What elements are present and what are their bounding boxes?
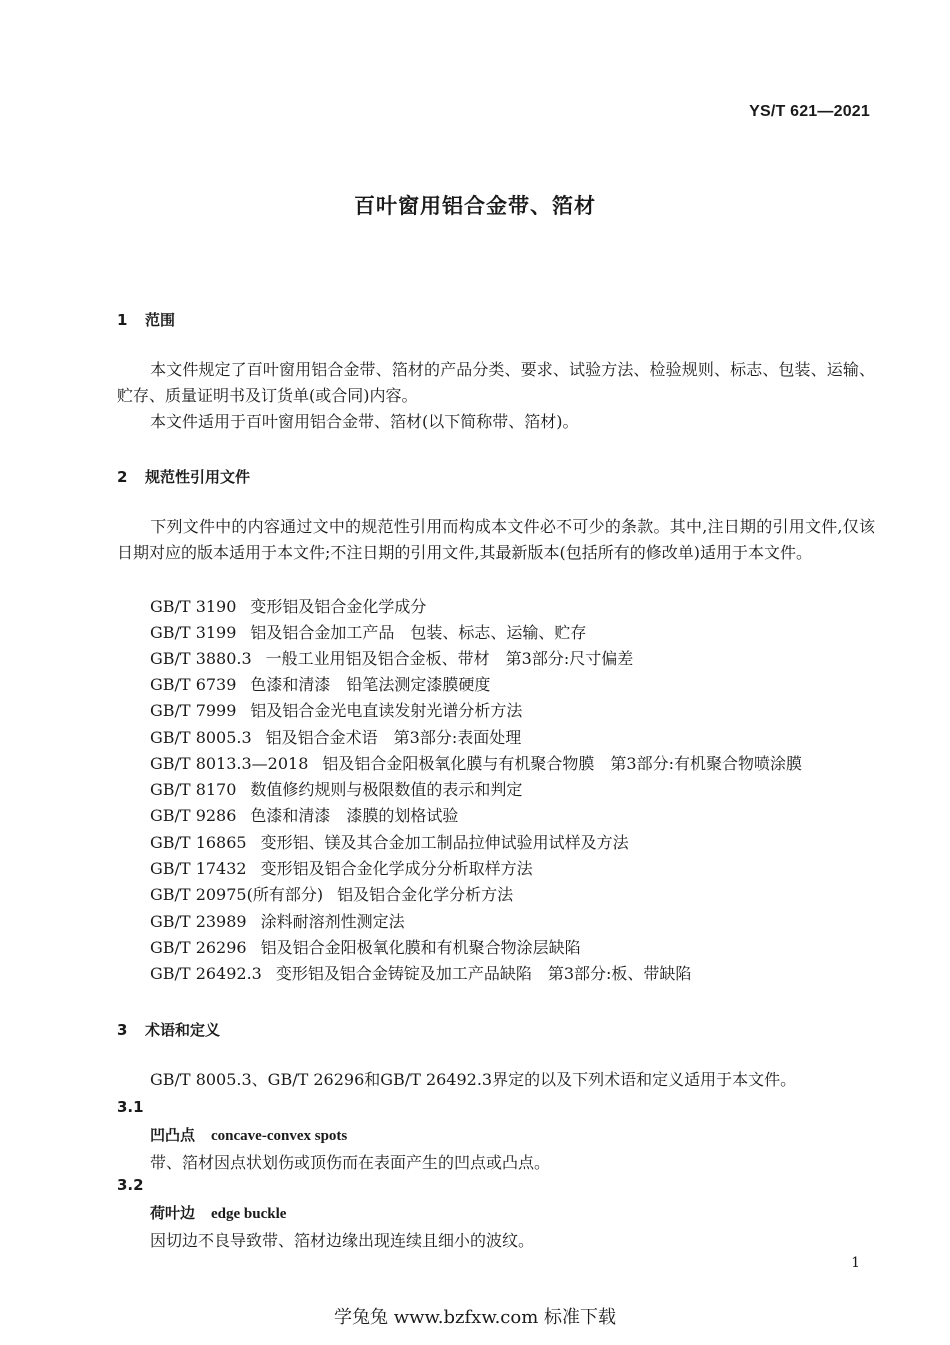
reference-item: GB/T 20975(所有部分) 铝及铝合金化学分析方法 xyxy=(150,885,514,904)
footer-watermark: 学兔兔 www.bzfxw.com 标准下载 xyxy=(333,1307,617,1328)
section-2-heading xyxy=(117,466,250,487)
reference-item: GB/T 7999 铝及铝合金光电直读发射光谱分析方法 xyxy=(150,701,523,720)
page-number: 1 xyxy=(851,1255,860,1271)
term-name: 荷叶边 edge buckle xyxy=(150,1204,287,1222)
section-1-paragraph-2: 本文件适用于百叶窗用铝合金带、箔材(以下简称带、箔材)。 xyxy=(150,412,579,431)
reference-item: GB/T 8005.3 铝及铝合金术语 第3部分:表面处理 xyxy=(150,728,522,747)
reference-item: GB/T 3199 铝及铝合金加工产品 包装、标志、运输、贮存 xyxy=(150,623,587,642)
section-title: 术语和定义 xyxy=(145,1021,221,1039)
section-title: 规范性引用文件 xyxy=(145,468,251,486)
standard-code: YS/T 621—2021 xyxy=(749,103,870,120)
section-1-heading xyxy=(117,309,175,330)
reference-item: GB/T 3190 变形铝及铝合金化学成分 xyxy=(150,597,427,616)
term-name: 凹凸点 concave-convex spots xyxy=(150,1126,348,1144)
reference-item: GB/T 17432 变形铝及铝合金化学成分分析取样方法 xyxy=(150,859,533,878)
reference-item: GB/T 26296 铝及铝合金阳极氧化膜和有机聚合物涂层缺陷 xyxy=(150,938,581,957)
reference-item: GB/T 9286 色漆和清漆 漆膜的划格试验 xyxy=(150,806,459,825)
reference-item: GB/T 23989 涂料耐溶剂性测定法 xyxy=(150,912,405,931)
section-1-paragraph-1: 本文件规定了百叶窗用铝合金带、箔材的产品分类、要求、试验方法、检验规则、标志、包装、运输、贮存、质量证明书及订货单(或合同)内容。 xyxy=(117,360,875,405)
section-2-intro: 下列文件中的内容通过文中的规范性引用而构成本文件必不可少的条款。其中,注日期的引用文件,仅该日期对应的版本适用于本文件;不注日期的引用文件,其最新版本(包括所有的修改单)适用于本文件。 xyxy=(117,517,875,562)
section-number: 1 xyxy=(117,311,128,329)
section-title: 范围 xyxy=(145,311,176,329)
reference-item: GB/T 8170 数值修约规则与极限数值的表示和判定 xyxy=(150,780,523,799)
reference-item: GB/T 8013.3—2018 铝及铝合金阳极氧化膜与有机聚合物膜 第3部分:有机聚合物喷涂膜 xyxy=(150,754,802,773)
reference-item: GB/T 16865 变形铝、镁及其合金加工制品拉伸试验用试样及方法 xyxy=(150,833,629,852)
reference-item: GB/T 26492.3 变形铝及铝合金铸锭及加工产品缺陷 第3部分:板、带缺陷 xyxy=(150,964,692,983)
term-definition: 带、箔材因点状划伤或顶伤而在表面产生的凹点或凸点。 xyxy=(150,1153,551,1172)
section-3-intro: GB/T 8005.3、GB/T 26296和GB/T 26492.3界定的以及下列术语和定义适用于本文件。 xyxy=(150,1070,797,1089)
document-title: 百叶窗用铝合金带、箔材 xyxy=(354,194,596,218)
section-number: 2 xyxy=(117,468,128,486)
section-number: 3 xyxy=(117,1021,128,1039)
reference-item: GB/T 6739 色漆和清漆 铅笔法测定漆膜硬度 xyxy=(150,675,491,694)
section-3-heading xyxy=(117,1019,220,1040)
term-number: 3.1 xyxy=(117,1098,144,1116)
reference-item: GB/T 3880.3 一般工业用铝及铝合金板、带材 第3部分:尺寸偏差 xyxy=(150,649,634,668)
term-number: 3.2 xyxy=(117,1176,144,1194)
term-definition: 因切边不良导致带、箔材边缘出现连续且细小的波纹。 xyxy=(150,1231,535,1250)
